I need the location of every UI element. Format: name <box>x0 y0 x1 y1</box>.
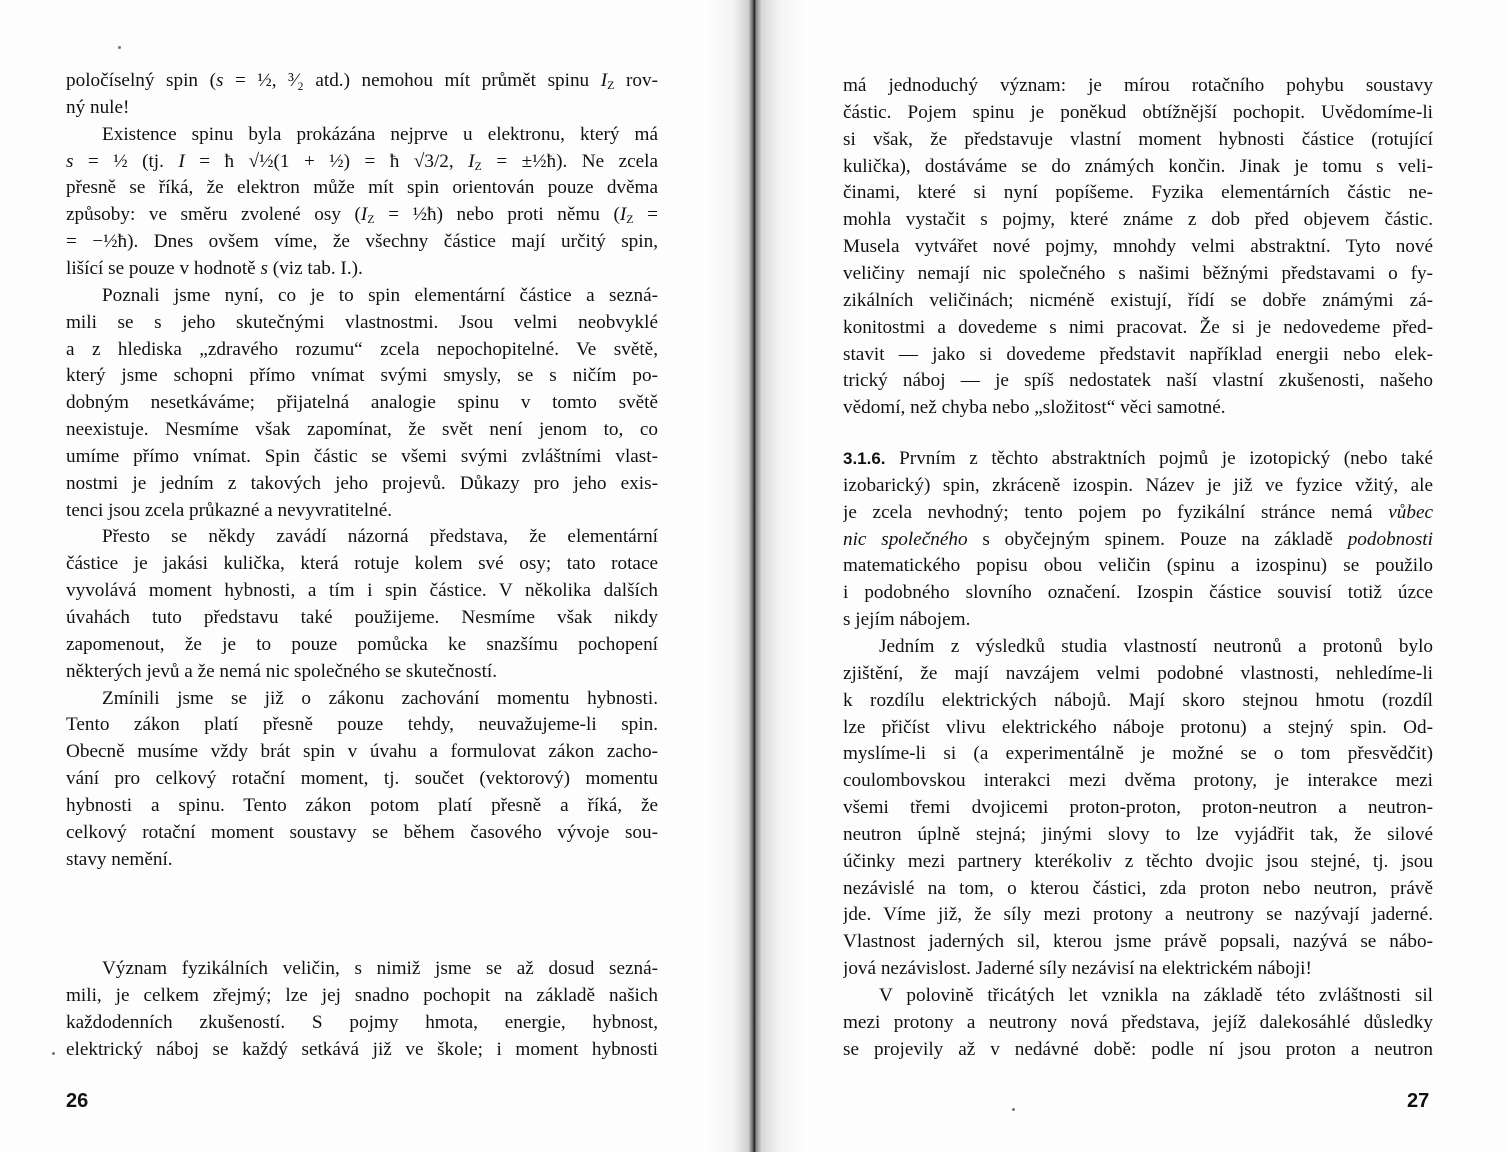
book-gutter <box>700 0 810 1152</box>
subscript: Z <box>367 212 375 227</box>
text-line: k rozdílu elektrických nábojů. Mají skoro stejnou hmotu (rozdíl <box>843 689 1433 711</box>
text-line: si však, že představuje vlastní moment hybnosti částice (rotující <box>843 128 1433 150</box>
text-line: hybnosti a spinu. Tento zákon potom platí přesně a říká, že <box>66 794 658 816</box>
text-line: všemi třemi dvojicemi proton-proton, proton-neutron a neutron- <box>843 797 1433 819</box>
text-segment: Prvním z těchto abstraktních pojmů je izotopický (nebo také <box>885 448 1433 469</box>
text-line: Vlastnost jaderných sil, kterou jsme právě popsali, nazývá se nábo- <box>843 931 1433 953</box>
text-line: Zmínili jsme se již o zákonu zachování momentu hybnosti. <box>102 687 658 709</box>
text-line: s jejím nábojem. <box>843 609 971 631</box>
text-line: Musela vytvářet nové pojmy, mnohdy velmi abstraktní. Tyto nové <box>843 236 1433 258</box>
text-line: mili, je celkem zřejmý; lze jej snadno pochopit na základě našich <box>66 984 658 1006</box>
text-line: zapomenout, že je to pouze pomůcka ke snazšímu pochopení <box>66 633 658 655</box>
emphasis-text: s <box>260 257 268 279</box>
text-segment: = ±½ħ). Ne zcela <box>481 150 658 172</box>
text-line: kulička), dostáváme se do známých končin. Jinak je tomu s veli- <box>843 155 1433 177</box>
text-line: myslíme-li si (a experimentálně je možné se o tom přesvědčit) <box>843 743 1433 765</box>
text-line: neutron úplně stejná; jinými slovy to lze vyjádřit tak, že silové <box>843 823 1433 845</box>
text-line: má jednoduchý význam: je mírou rotačního pohybu soustavy <box>843 75 1433 96</box>
text-line: stavy nemění. <box>66 848 173 870</box>
text-line: zikálních veličinách; nicméně existují, řídí se dobře známými zá- <box>843 289 1433 311</box>
text-segment: = ħ √½(1 + ½) = ħ √3/2, <box>184 150 469 172</box>
text-line: Význam fyzikálních veličin, s nimiž jsme se až dosud sezná- <box>102 958 658 979</box>
text-segment: = ½ħ) nebo proti němu ( <box>374 204 620 226</box>
text-line: se projevily až v nedávné době: podle ní jsou proton a neutron <box>843 1038 1433 1060</box>
text-line: jde. Víme již, že síly mezi protony a neutrony se nazývají jaderné. <box>843 904 1433 926</box>
text-line: veličiny nemají nic společného s našimi běžnými představami o fy- <box>843 262 1433 284</box>
text-line: jová nezávislost. Jaderné síly nezávisí na elektrickém náboji! <box>843 958 1312 980</box>
text-segment: (viz tab. I.). <box>267 257 363 279</box>
subscript: Z <box>474 158 482 173</box>
emphasis-text: podobnosti <box>1347 528 1433 550</box>
text-line: částice je jakási kulička, která rotuje kolem své osy; tato rotace <box>66 553 658 575</box>
text-segment: = ½ (tj. <box>73 150 179 172</box>
text-line <box>66 67 658 94</box>
text-line <box>843 445 1433 472</box>
page-number-right: 27 <box>1407 1090 1430 1112</box>
text-line: matematického popisu obou veličin (spinu a izospinu) se použilo <box>843 555 1433 577</box>
subscript: Z <box>626 212 634 227</box>
text-segment: = ½, ³⁄₂ atd.) nemohou mít průmět spinu <box>223 70 601 91</box>
text-line: účinky mezi partnery kterékoliv z těchto dvojic jsou stejné, tj. jsou <box>843 850 1433 872</box>
text-segment: je zcela nevhodný; tento pojem po fyzikální stránce nemá <box>843 501 1389 523</box>
text-segment: = <box>633 204 658 226</box>
section-number: 3.1.6. <box>843 449 886 468</box>
text-line: Existence spinu byla prokázána nejprve u elektronu, který má <box>102 123 658 145</box>
text-line: neexistuje. Nesmíme však zapomínat, že svět není jenom to, co <box>66 419 658 441</box>
text-line: přesně se říká, že elektron může mít spin orientován pouze dvěma <box>66 177 658 199</box>
text-line <box>66 148 658 175</box>
text-line: některých jevů a že nemá nic společného se skutečností. <box>66 660 498 682</box>
emphasis-text: I <box>360 204 368 226</box>
text-segment: rov- <box>614 70 658 91</box>
emphasis-text: nic společného <box>843 528 968 550</box>
text-line: Obecně musíme vždy brát spin v úvahu a formulovat zákon zacho- <box>66 741 658 763</box>
text-line: mohla vystačit s pojmy, které známe z dob před objevem částic. <box>843 209 1433 231</box>
text-line: zjištění, že mají navzájem velmi podobné vlastnosti, nehledíme-li <box>843 662 1433 684</box>
scan-speck <box>118 46 121 49</box>
text-line: nostmi je jedním z takových jeho projevů. Důkazy pro jeho exis- <box>66 472 658 494</box>
text-line: každodenních zkušeností. S pojmy hmota, energie, hybnost, <box>66 1011 658 1033</box>
text-line: stavit — jako si dovedeme představit například energii nebo elek- <box>843 343 1433 365</box>
text-line <box>843 526 1433 553</box>
text-line: izobarický) spin, zkráceně izospin. Název je již ve fyzice vžitý, ale <box>843 474 1433 496</box>
text-line: i podobného slovního označení. Izospin částice souvisí totiž úzce <box>843 582 1433 604</box>
subscript: Z <box>607 78 615 92</box>
text-line: Poznali jsme nyní, co je to spin elementární částice a sezná- <box>102 284 658 306</box>
scan-speck <box>52 1052 55 1055</box>
emphasis-text: s <box>215 70 224 91</box>
text-segment: poločíselný spin ( <box>66 70 216 91</box>
text-segment: s obyčejným spinem. Pouze na základě <box>967 528 1348 550</box>
text-line: Jedním z výsledků studia vlastností neutronů a protonů bylo <box>879 635 1433 657</box>
text-line: Tento zákon platí přesně pouze tehdy, neuvažujeme-li spin. <box>66 714 658 736</box>
emphasis-text: s <box>66 150 74 172</box>
text-line: mezi protony a neutrony nová představa, jejíž dalekosáhlé důsledky <box>843 1011 1433 1033</box>
text-line: a z hlediska „zdravého rozumu“ zcela nepochopitelné. Ve světě, <box>66 338 658 360</box>
text-line: nezávislé na tom, o kterou částici, zda proton nebo neutron, právě <box>843 877 1433 899</box>
text-line <box>843 499 1433 526</box>
text-line: ný nule! <box>66 96 130 118</box>
emphasis-text: I <box>619 204 627 226</box>
text-line: = −½ħ). Dnes ovšem víme, že všechny částice mají určitý spin, <box>66 231 658 253</box>
text-line <box>66 255 658 282</box>
scan-speck <box>1012 1108 1015 1111</box>
emphasis-text: vůbec <box>1388 501 1433 523</box>
text-line: Přesto se někdy zavádí názorná představa, že elementární <box>102 526 658 548</box>
text-line: dobným nesetkáváme; přijatelná analogie spinu v tomto světě <box>66 392 658 414</box>
text-line: vyvolává moment hybnosti, a tím i spin částice. V několika dalších <box>66 580 658 602</box>
text-line: částic. Pojem spinu je poněkud obtížnější pochopit. Uvědomíme-li <box>843 101 1433 123</box>
text-line: činami, které si nyní popíšeme. Fyzika elementárních částic ne- <box>843 182 1433 204</box>
text-line: konitostmi a dovedeme s nimi pracovat. Že si je nedovedeme před- <box>843 316 1433 338</box>
text-line: coulombovskou interakci mezi dvěma protony, je interakce mezi <box>843 770 1433 792</box>
text-line: mili se s jeho skutečnými vlastnostmi. Jsou velmi neobvyklé <box>66 311 658 333</box>
emphasis-text: I <box>468 150 475 172</box>
text-line: V polovině třicátých let vznikla na základě této zvláštnosti sil <box>879 985 1433 1006</box>
emphasis-text: I <box>600 70 608 91</box>
text-line: vání pro celkový rotační moment, tj. součet (vektorový) momentu <box>66 768 658 790</box>
text-line: celkový rotační moment soustavy se během časového vývoje sou- <box>66 821 658 843</box>
text-segment: lišící se pouze v hodnotě <box>66 257 261 279</box>
text-line: umíme přímo vnímat. Spin částic se všemi svými zvláštními vlast- <box>66 445 658 467</box>
text-line: trický náboj — je spíš nedostatek naší vlastní zkušenosti, našeho <box>843 370 1433 392</box>
text-line: tenci jsou zcela průkazné a nevyvratitelné. <box>66 499 393 521</box>
page-number-left: 26 <box>66 1090 89 1112</box>
text-line <box>66 201 658 228</box>
text-line: úvahách tuto představu také použijeme. Nesmíme však nikdy <box>66 607 658 628</box>
text-segment: způsoby: ve směru zvolené osy ( <box>66 204 361 226</box>
text-line: který jsme schopni přímo vnímat svými smysly, se s ničím po- <box>66 365 658 387</box>
text-line: lze přičíst vlivu elektrického náboje protonu) a stejný spin. Od- <box>843 716 1433 738</box>
text-line: elektrický náboj se každý setkává již ve škole; i moment hybnosti <box>66 1038 658 1060</box>
text-line: vědomí, než chyba nebo „složitost“ věci samotné. <box>843 397 1226 419</box>
emphasis-text: I <box>178 150 185 172</box>
